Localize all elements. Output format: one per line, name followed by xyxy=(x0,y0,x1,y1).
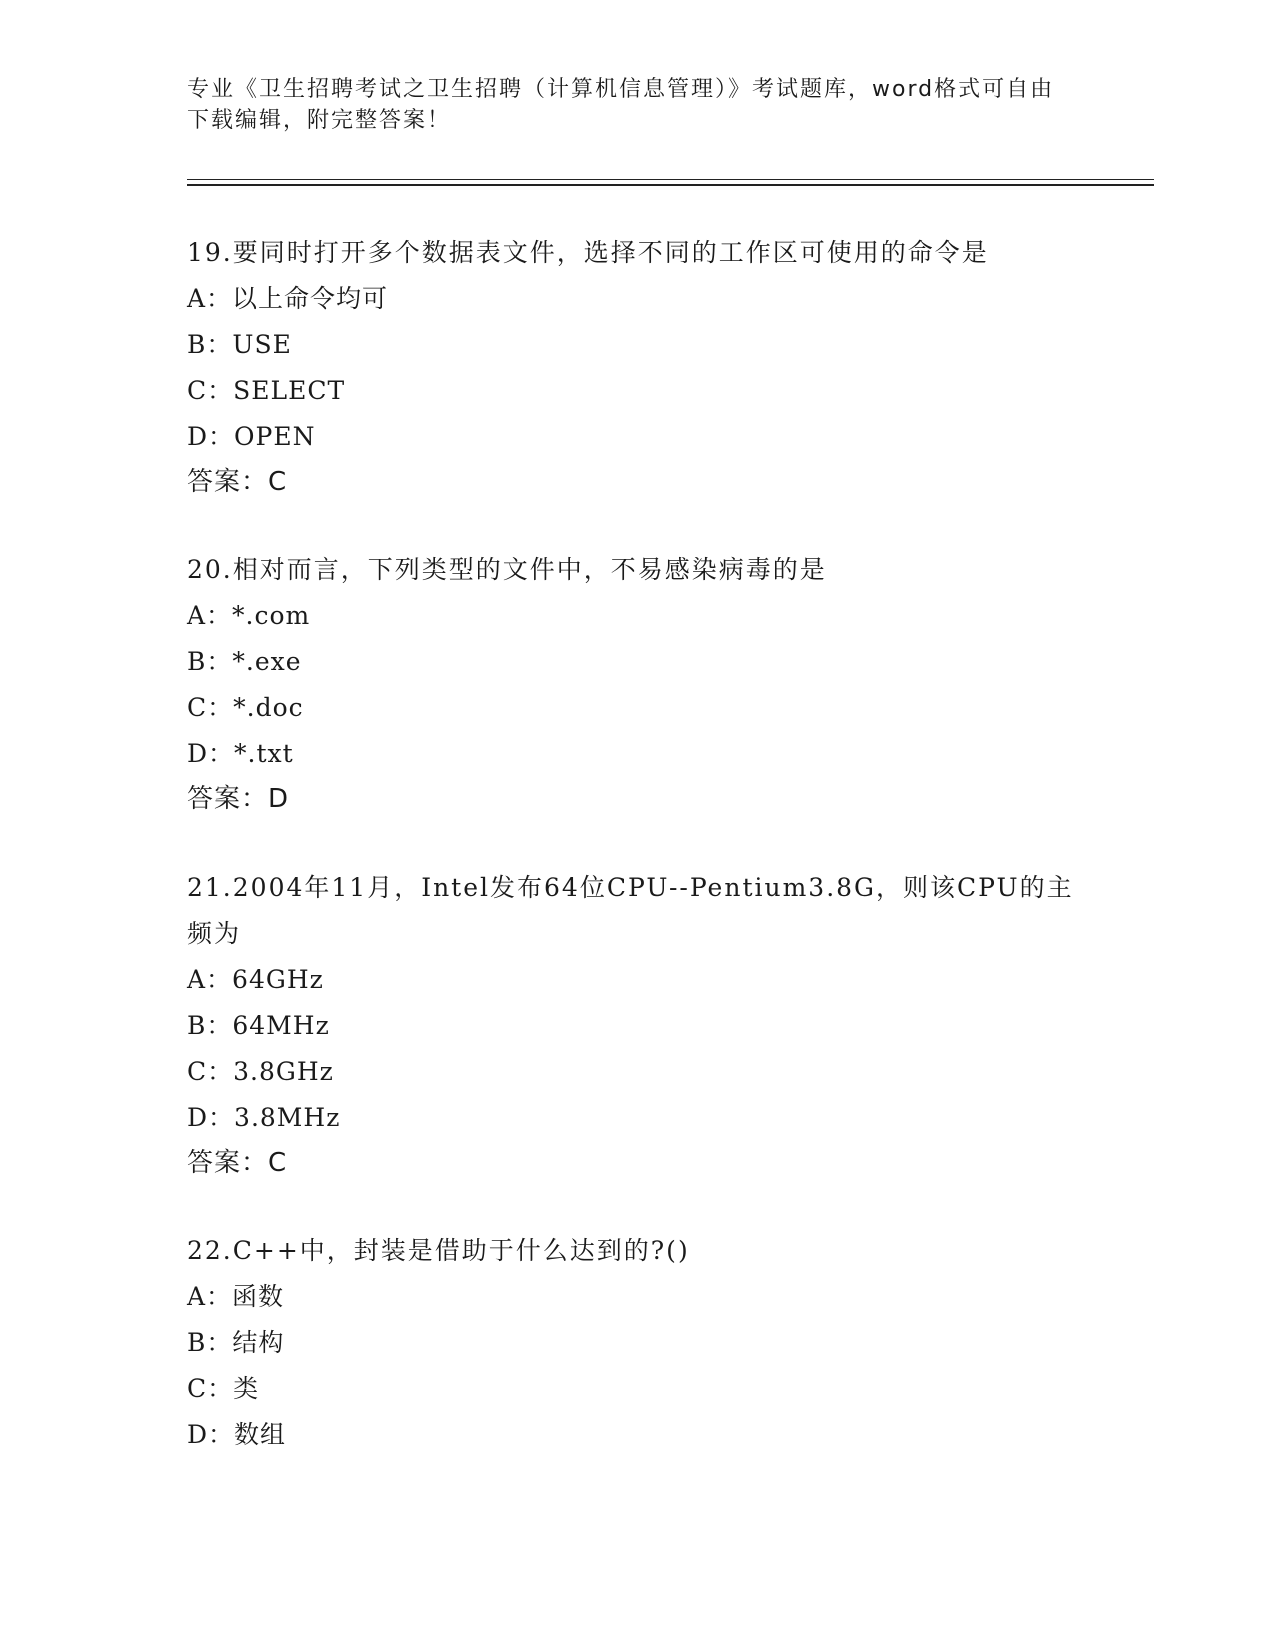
option-d: D：*.txt xyxy=(187,739,294,768)
option-b: B：*.exe xyxy=(187,647,302,676)
answer: 答案：C xyxy=(187,1148,288,1178)
option-c: C：*.doc xyxy=(187,693,304,722)
question-stem: 22.C++中，封装是借助于什么达到的?() xyxy=(187,1236,690,1265)
question-stem: 20.相对而言，下列类型的文件中，不易感染病毒的是 xyxy=(187,555,827,584)
document-header xyxy=(187,74,1067,136)
header-text: 专业《卫生招聘考试之卫生招聘（计算机信息管理）》考试题库，word格式可自由下载编辑，附完整答案！ xyxy=(187,77,1055,133)
option-a: A：*.com xyxy=(187,601,311,630)
answer: 答案：D xyxy=(187,784,290,814)
header-divider-bottom xyxy=(187,184,1154,186)
question-stem: 21.2004年11月，Intel发布64位CPU--Pentium3.8G，则该CPU的主频为 xyxy=(187,873,1074,948)
option-d: D：OPEN xyxy=(187,422,316,451)
option-b: B：结构 xyxy=(187,1328,285,1357)
header-divider-top xyxy=(187,179,1154,180)
answer: 答案：C xyxy=(187,467,288,497)
question-stem: 19.要同时打开多个数据表文件，选择不同的工作区可使用的命令是 xyxy=(187,238,989,267)
option-d: D：3.8MHz xyxy=(187,1103,341,1132)
option-a: A：64GHz xyxy=(187,965,324,994)
option-b: B：USE xyxy=(187,330,292,359)
option-a: A：以上命令均可 xyxy=(187,284,389,313)
option-c: C：类 xyxy=(187,1374,260,1403)
question-19 xyxy=(187,230,1087,504)
option-a: A：函数 xyxy=(187,1282,285,1311)
question-22 xyxy=(187,1228,1087,1458)
option-c: C：SELECT xyxy=(187,376,346,405)
question-21 xyxy=(187,865,1087,1185)
question-20 xyxy=(187,547,1087,821)
option-d: D：数组 xyxy=(187,1420,287,1449)
option-c: C：3.8GHz xyxy=(187,1057,334,1086)
option-b: B：64MHz xyxy=(187,1011,330,1040)
